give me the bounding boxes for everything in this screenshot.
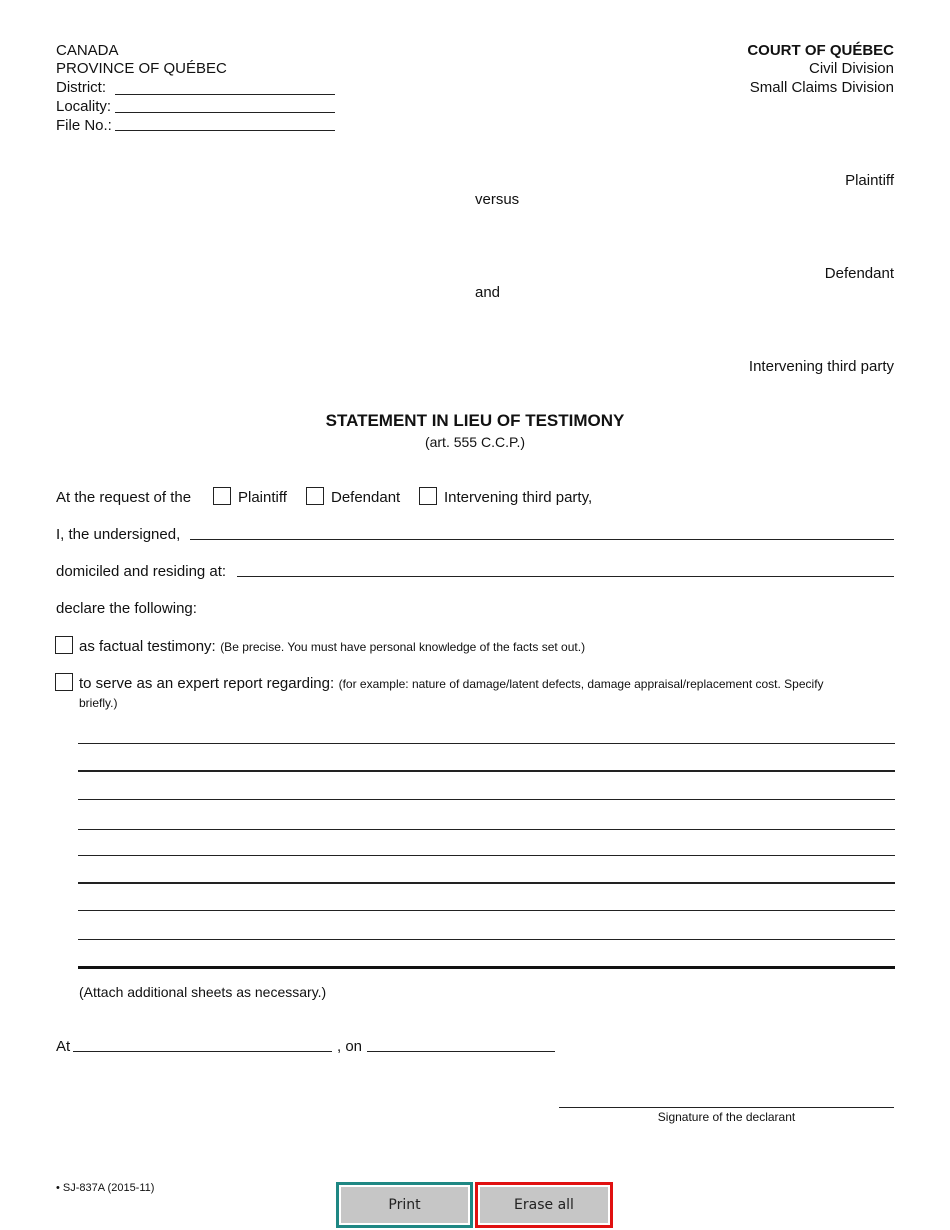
place-field[interactable] xyxy=(73,1051,332,1052)
writing-line xyxy=(78,882,895,884)
on-label: , on xyxy=(337,1038,363,1055)
expert-report-checkbox[interactable] xyxy=(55,673,73,691)
attach-note: (Attach additional sheets as necessary.) xyxy=(79,984,327,1000)
writing-line xyxy=(78,829,895,830)
writing-line xyxy=(78,855,895,856)
division-label: Civil Division xyxy=(808,60,894,77)
at-label: At xyxy=(56,1038,71,1055)
writing-line xyxy=(78,966,895,969)
and-label: and xyxy=(475,284,501,301)
document-subtitle: (art. 555 C.C.P.) xyxy=(424,434,526,450)
factual-testimony-checkbox[interactable] xyxy=(55,636,73,654)
factual-testimony-text xyxy=(79,638,585,656)
signature-field[interactable] xyxy=(559,1107,894,1108)
expert-report-text xyxy=(79,675,824,693)
intervener-option-label: Intervening third party, xyxy=(444,489,593,506)
request-label: At the request of the xyxy=(56,489,192,506)
locality-label: Locality: xyxy=(56,98,112,115)
file-number-label: File No.: xyxy=(56,117,112,134)
versus-label: versus xyxy=(475,191,520,208)
signature-label: Signature of the declarant xyxy=(657,1110,796,1124)
factual-testimony-note: (Be precise. You must have personal knowledge of the facts set out.) xyxy=(220,640,586,654)
district-field[interactable] xyxy=(115,94,335,95)
expert-report-label: to serve as an expert report regarding: xyxy=(79,675,335,692)
factual-testimony-label: as factual testimony: xyxy=(79,638,216,655)
domicile-label: domiciled and residing at: xyxy=(56,563,227,580)
print-button[interactable]: Print xyxy=(336,1182,473,1228)
writing-line xyxy=(78,939,895,940)
undersigned-label: I, the undersigned, xyxy=(56,526,181,543)
district-label: District: xyxy=(56,79,106,96)
defendant-option-label: Defendant xyxy=(331,489,401,506)
writing-line xyxy=(78,743,895,744)
intervener-label: Intervening third party xyxy=(748,358,894,375)
defendant-checkbox[interactable] xyxy=(306,487,324,505)
locality-field[interactable] xyxy=(115,112,335,113)
erase-all-button[interactable]: Erase all xyxy=(475,1182,613,1228)
form-code: • SJ-837A (2015-11) xyxy=(56,1182,155,1194)
document-title: STATEMENT IN LIEU OF TESTIMONY xyxy=(325,411,625,430)
expert-report-note: (for example: nature of damage/latent defects, damage appraisal/replacement cost. Specify xyxy=(338,677,824,691)
writing-line xyxy=(78,910,895,911)
province-label: PROVINCE OF QUÉBEC xyxy=(56,60,227,77)
writing-line xyxy=(78,799,895,800)
domicile-field[interactable] xyxy=(237,576,894,577)
plaintiff-checkbox[interactable] xyxy=(213,487,231,505)
court-title: COURT OF QUÉBEC xyxy=(747,42,894,59)
plaintiff-label: Plaintiff xyxy=(845,172,894,189)
country-label: CANADA xyxy=(56,42,119,59)
defendant-label: Defendant xyxy=(824,265,894,282)
plaintiff-option-label: Plaintiff xyxy=(238,489,287,506)
expert-report-note-cont: briefly.) xyxy=(79,696,118,710)
file-number-field[interactable] xyxy=(115,130,335,131)
declare-label: declare the following: xyxy=(56,600,197,617)
subdivision-label: Small Claims Division xyxy=(749,79,894,96)
writing-line xyxy=(78,770,895,772)
intervener-checkbox[interactable] xyxy=(419,487,437,505)
date-field[interactable] xyxy=(367,1051,555,1052)
undersigned-field[interactable] xyxy=(190,539,894,540)
